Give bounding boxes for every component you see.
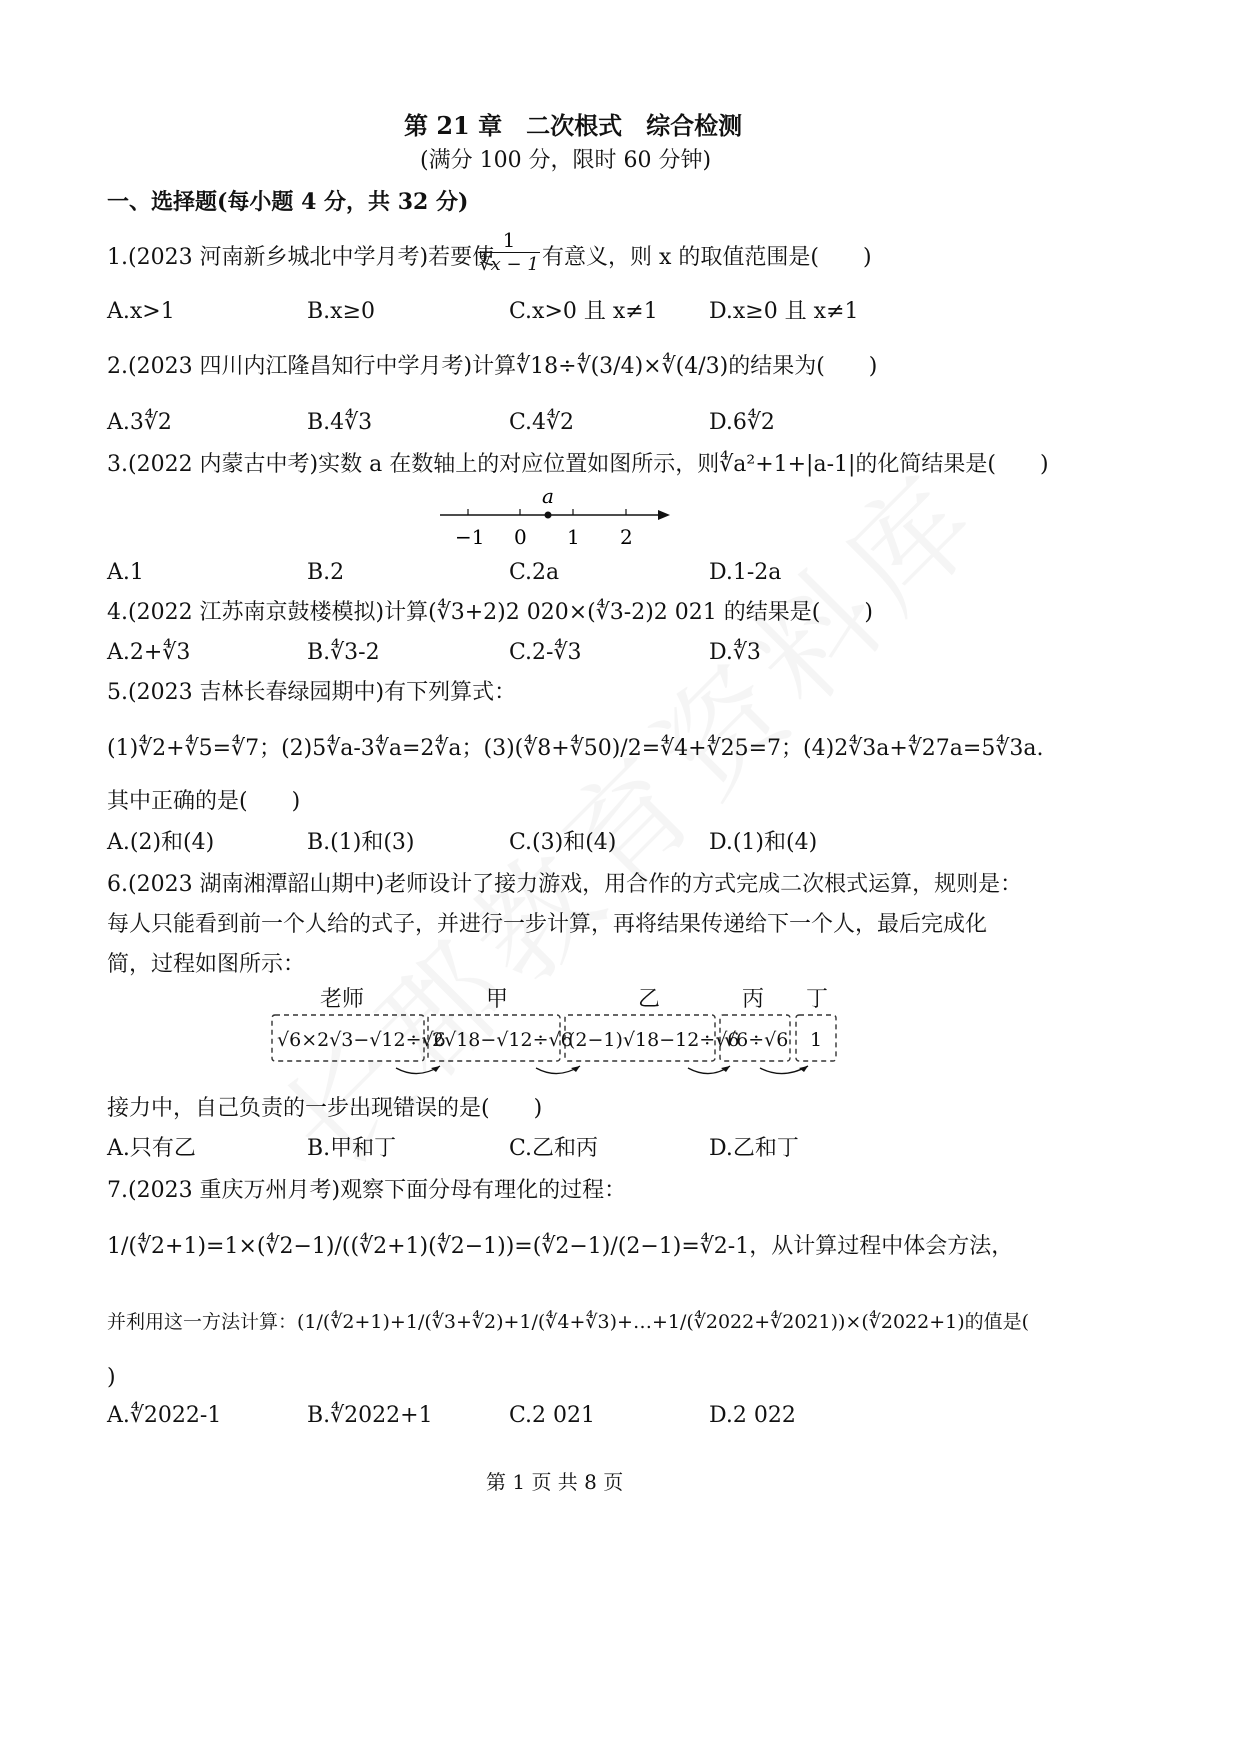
q7-option-c[interactable]: C.2 021 <box>509 1403 596 1428</box>
section-heading: 一、选择题(每小题 4 分，共 32 分) <box>107 189 469 215</box>
q5-option-a[interactable]: A.(2)和(4) <box>107 830 215 855</box>
page-title: 第 21 章 二次根式 综合检测 <box>404 111 743 140</box>
q5-text: 5.(2023 吉林长春绿园期中)有下列算式： <box>107 680 517 705</box>
box-ding: 1 <box>810 1029 823 1051</box>
page-subtitle: (满分 100 分，限时 60 分钟) <box>420 148 712 173</box>
q6-line3: 简，过程如图所示： <box>107 952 306 977</box>
q7-text: 7.(2023 重庆万州月考)观察下面分母有理化的过程： <box>107 1178 627 1203</box>
axis-tick-0: 0 <box>514 525 527 549</box>
q4-option-c[interactable]: C.2-∜3 <box>509 640 582 665</box>
q4-option-b[interactable]: B.∜3-2 <box>307 640 380 665</box>
role-yi: 乙 <box>638 987 661 1012</box>
q1-frac-den: ∜x − 1 <box>479 254 539 275</box>
q7-derivation: 1/(∜2+1)=1×(∜2−1)/((∜2+1)(∜2−1))=(∜2−1)/(2−1)=∜2-1，从计算过程中体会方法， <box>107 1234 1014 1259</box>
q2-option-b[interactable]: B.4∜3 <box>307 410 373 435</box>
box-bing: √6÷√6 <box>724 1029 789 1051</box>
q1-option-a[interactable]: A.x>1 <box>107 299 175 324</box>
q1-option-b[interactable]: B.x≥0 <box>307 299 375 324</box>
q2-option-a[interactable]: A.3∜2 <box>107 410 172 435</box>
q1-option-d[interactable]: D.x≥0 且 x≠1 <box>709 299 859 324</box>
role-teacher: 老师 <box>320 987 365 1012</box>
q7-calc-line: 并利用这一方法计算：(1/(∜2+1)+1/(∜3+∜2)+1/(∜4+∜3)+…+1/(∜2022+∜2021))×(∜2022+1)的值是( <box>107 1311 1030 1333</box>
box-jia: 2√18−√12÷√6 <box>432 1029 573 1051</box>
q4-option-d[interactable]: D.∜3 <box>709 640 761 665</box>
q5-option-d[interactable]: D.(1)和(4) <box>709 830 818 855</box>
role-bing: 丙 <box>742 987 765 1012</box>
q3-option-c[interactable]: C.2a <box>509 560 560 585</box>
q1-text-b: 有意义，则 x 的取值范围是( ) <box>542 245 872 270</box>
axis-tick-neg1: −1 <box>455 525 485 549</box>
q7-option-a[interactable]: A.∜2022-1 <box>107 1403 222 1428</box>
q6-line2: 每人只能看到前一个人给的式子，并进行一步计算，再将结果传递给下一个人，最后完成化 <box>107 912 988 937</box>
q2-option-c[interactable]: C.4∜2 <box>509 410 575 435</box>
axis-point-label: a <box>542 484 554 508</box>
box-yi: (2−1)√18−12÷√6 <box>568 1029 740 1051</box>
page-number: 第 1 页 共 8 页 <box>486 1470 624 1494</box>
q2-option-d[interactable]: D.6∜2 <box>709 410 775 435</box>
q1-option-c[interactable]: C.x>0 且 x≠1 <box>509 299 658 324</box>
q1-fraction <box>478 228 540 277</box>
role-ding: 丁 <box>806 987 829 1012</box>
q4-text: 4.(2022 江苏南京鼓楼模拟)计算(∜3+2)2 020×(∜3-2)2 021 的结果是( ) <box>107 600 873 625</box>
q3-option-b[interactable]: B.2 <box>307 560 345 585</box>
q1-frac-num: 1 <box>502 228 516 252</box>
q5-formulas: (1)∜2+∜5=∜7；(2)5∜a-3∜a=2∜a；(3)(∜8+∜50)/2=∜4+∜25=7；(4)2∜3a+∜27a=5∜3a. <box>107 736 1044 761</box>
axis-tick-1: 1 <box>567 525 580 549</box>
q2-text: 2.(2023 四川内江隆昌知行中学月考)计算∜18÷∜(3/4)×∜(4/3)的结果为( ) <box>107 354 878 379</box>
q7-option-b[interactable]: B.∜2022+1 <box>307 1403 433 1428</box>
role-jia: 甲 <box>486 987 509 1012</box>
q3-text: 3.(2022 内蒙古中考)实数 a 在数轴上的对应位置如图所示，则∜a²+1+|a-1|的化简结果是( ) <box>107 452 1049 477</box>
relay-diagram <box>268 980 848 1080</box>
q6-option-a[interactable]: A.只有乙 <box>107 1136 196 1161</box>
q6-option-b[interactable]: B.甲和丁 <box>307 1136 397 1161</box>
q5-option-b[interactable]: B.(1)和(3) <box>307 830 415 855</box>
q6-option-c[interactable]: C.乙和丙 <box>509 1136 599 1161</box>
q6-option-d[interactable]: D.乙和丁 <box>709 1136 799 1161</box>
q7-close-paren: ) <box>107 1365 116 1390</box>
axis-tick-2: 2 <box>620 525 633 549</box>
q3-option-d[interactable]: D.1-2a <box>709 560 782 585</box>
q5-option-c[interactable]: C.(3)和(4) <box>509 830 617 855</box>
box-teacher: √6×2√3−√12÷√6 <box>277 1029 446 1051</box>
q1-text-a: 1.(2023 河南新乡城北中学月考)若要使 <box>107 245 495 270</box>
q5-question: 其中正确的是( ) <box>107 789 301 814</box>
q3-option-a[interactable]: A.1 <box>107 560 144 585</box>
q6-question: 接力中，自己负责的一步出现错误的是( ) <box>107 1096 543 1121</box>
q7-option-d[interactable]: D.2 022 <box>709 1403 796 1428</box>
number-line-diagram <box>438 482 678 552</box>
q6-line1: 6.(2023 湖南湘潭韶山期中)老师设计了接力游戏，用合作的方式完成二次根式运算，规则是： <box>107 872 1023 897</box>
q4-option-a[interactable]: A.2+∜3 <box>107 640 191 665</box>
